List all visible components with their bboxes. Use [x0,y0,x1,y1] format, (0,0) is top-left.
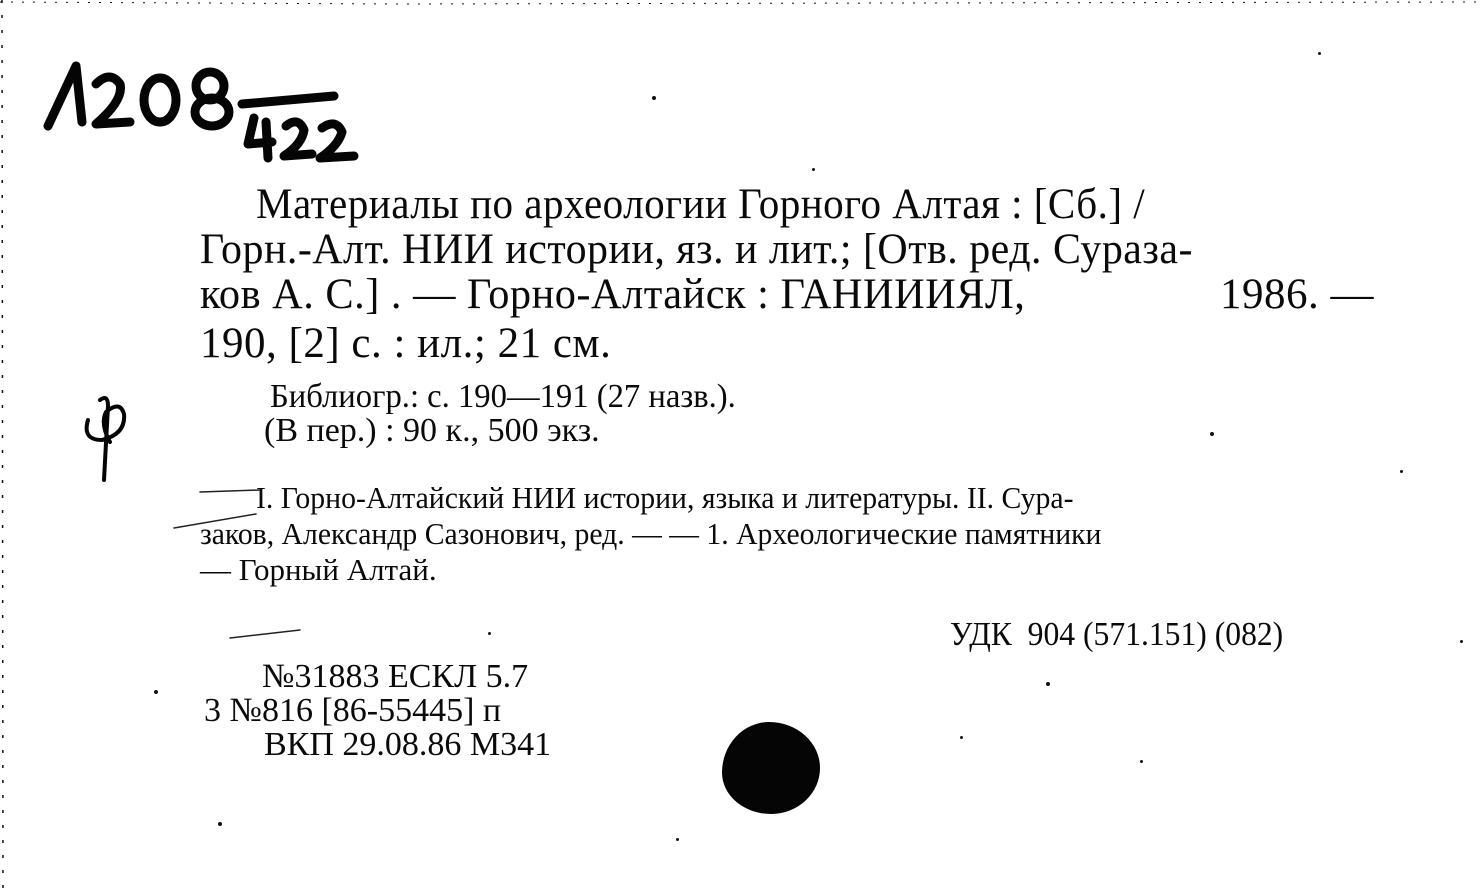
punch-hole [722,722,820,814]
speck [1400,470,1403,473]
imprint-line-2: 3 №816 [86-55445] п [204,692,502,729]
speck [1046,682,1050,686]
handwritten-shelf-mark [36,44,376,174]
handwritten-side-mark [80,390,150,490]
imprint-line-1: №31883 ЕСКЛ 5.7 [262,658,529,695]
speck [1318,52,1321,55]
speck [154,690,158,694]
entry-collation: 190, [2] с. : ил.; 21 см. [200,320,612,367]
note-binding-price: (В пер.) : 90 к., 500 экз. [264,412,600,449]
entry-title-line-1: Материалы по археологии Горного Алтая : [Сб.] / [256,181,1146,228]
speck [488,632,491,635]
card-top-edge [0,0,1480,14]
udk-classification: УДК 904 (571.151) (082) [950,616,1284,653]
tracing-line-1: I. Горно-Алтайский НИИ истории, языка и литературы. II. Сура- [256,480,1074,515]
tracing-line-3: — Горный Алтай. [200,552,437,587]
entry-year: 1986. — [1220,271,1374,318]
speck [1460,640,1463,643]
card-left-edge [0,0,6,888]
speck [652,96,656,100]
speck [812,168,815,171]
speck [676,838,679,841]
pen-strokes [170,480,310,660]
entry-title-line-3: ков А. С.] . — Горно-Алтайск : ГАНИИИЯЛ, [200,271,1026,318]
speck [1140,760,1143,763]
speck [1210,432,1214,436]
speck [218,822,222,826]
note-bibliography: Библиогр.: с. 190—191 (27 назв.). [270,378,736,415]
speck [960,736,963,739]
entry-title-line-2: Горн.-Алт. НИИ истории, яз. и лит.; [Отв. ред. Сураза- [200,226,1193,273]
tracing-line-2: заков, Александр Сазонович, ред. — — 1. Археологические памятники [200,516,1102,551]
imprint-line-3: ВКП 29.08.86 М341 [264,726,552,763]
